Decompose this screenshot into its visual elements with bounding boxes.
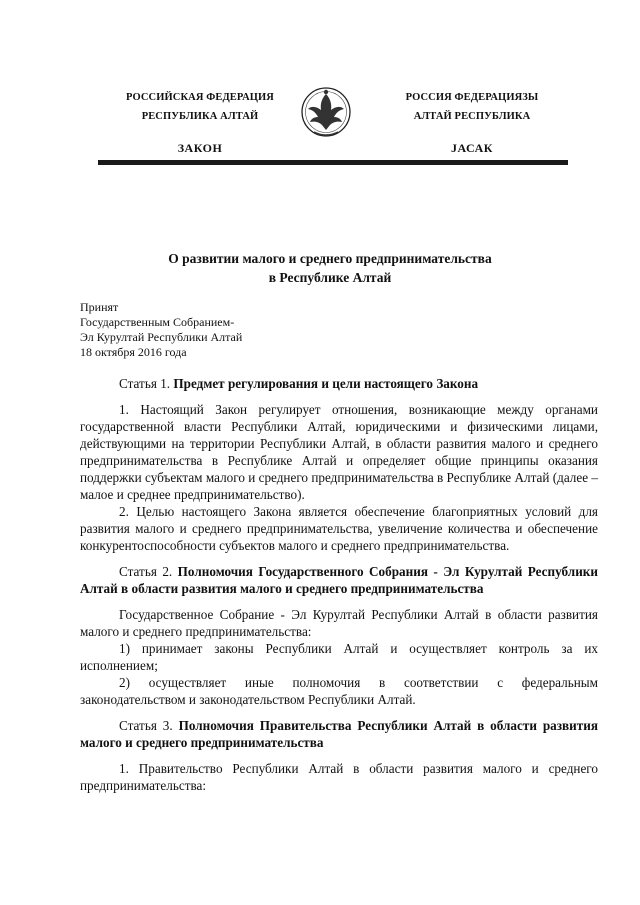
law-title-line-2: в Республике Алтай xyxy=(268,270,392,285)
law-body xyxy=(80,375,598,794)
article-2-paragraph-3: 2) осуществляет иные полномочия в соответствии с федеральным законодательством и законодательством Республики Алтай. xyxy=(80,675,598,707)
adoption-line-2: Государственным Собранием- xyxy=(80,315,235,329)
header-left-line-1: РОССИЙСКАЯ ФЕДЕРАЦИЯ xyxy=(126,92,274,103)
header-left-doc-type: ЗАКОН xyxy=(177,141,223,155)
article-2-heading xyxy=(80,563,598,597)
article-3-label: Статья 3. xyxy=(119,718,173,733)
adoption-line-1: Принят xyxy=(80,300,119,314)
article-2-title: Полномочия Государственного Собрания - Эл Курултай Республики Алтай в области развития малого и среднего предпринимательства xyxy=(80,564,598,596)
header-right-line-2: АЛТАЙ РЕСПУБЛИКА xyxy=(413,111,531,122)
article-3-heading xyxy=(80,717,598,751)
header-left xyxy=(110,88,290,158)
article-1-paragraph-2: 2. Целью настоящего Закона является обеспечение благоприятных условий для развития малого и среднего предпринимательства, увеличение количества и обеспечение конкурентоспособности субъектов малого и среднего предпринимательства. xyxy=(80,504,598,553)
adoption-note xyxy=(80,300,380,360)
adoption-date: 18 октября 2016 года xyxy=(80,345,187,359)
coat-of-arms-icon xyxy=(300,82,352,142)
header-right-line-1: РОССИЯ ФЕДЕРАЦИЯЗЫ xyxy=(405,92,539,103)
article-1-title: Предмет регулирования и цели настоящего Закона xyxy=(173,376,479,391)
header-left-line-2: РЕСПУБЛИКА АЛТАЙ xyxy=(141,111,259,122)
article-1-label: Статья 1. xyxy=(119,376,171,391)
article-2-paragraph-1: Государственное Собрание - Эл Курултай Республики Алтай в области развития малого и среднего предпринимательства: xyxy=(80,607,598,639)
law-title-line-1: О развитии малого и среднего предпринимательства xyxy=(168,251,492,266)
header-divider xyxy=(98,160,568,165)
law-title xyxy=(60,249,600,287)
adoption-line-3: Эл Курултай Республики Алтай xyxy=(80,330,243,344)
article-2-paragraph-2: 1) принимает законы Республики Алтай и осуществляет контроль за их исполнением; xyxy=(80,641,598,673)
header-right-doc-type: JАСАК xyxy=(450,141,493,155)
article-1-heading xyxy=(80,375,598,392)
article-1-paragraph-1: 1. Настоящий Закон регулирует отношения, возникающие между органами государственной власти Республики Алтай, юридическими и физическими лицами, действующими на территории Республики Алтай, в области развития малого и среднего предпринимательства в Республике Алтай и определяет общие принципы оказания поддержки субъектам малого и среднего предпринимательства в Республике Алтай (далее – малое и среднее предпринимательство). xyxy=(80,402,598,502)
header-right xyxy=(382,88,562,158)
article-2-label: Статья 2. xyxy=(119,564,173,579)
article-3-paragraph-1: 1. Правительство Республики Алтай в области развития малого и среднего предпринимательства: xyxy=(80,761,598,793)
article-3-title: Полномочия Правительства Республики Алтай в области развития малого и среднего предпринимательства xyxy=(80,718,598,750)
